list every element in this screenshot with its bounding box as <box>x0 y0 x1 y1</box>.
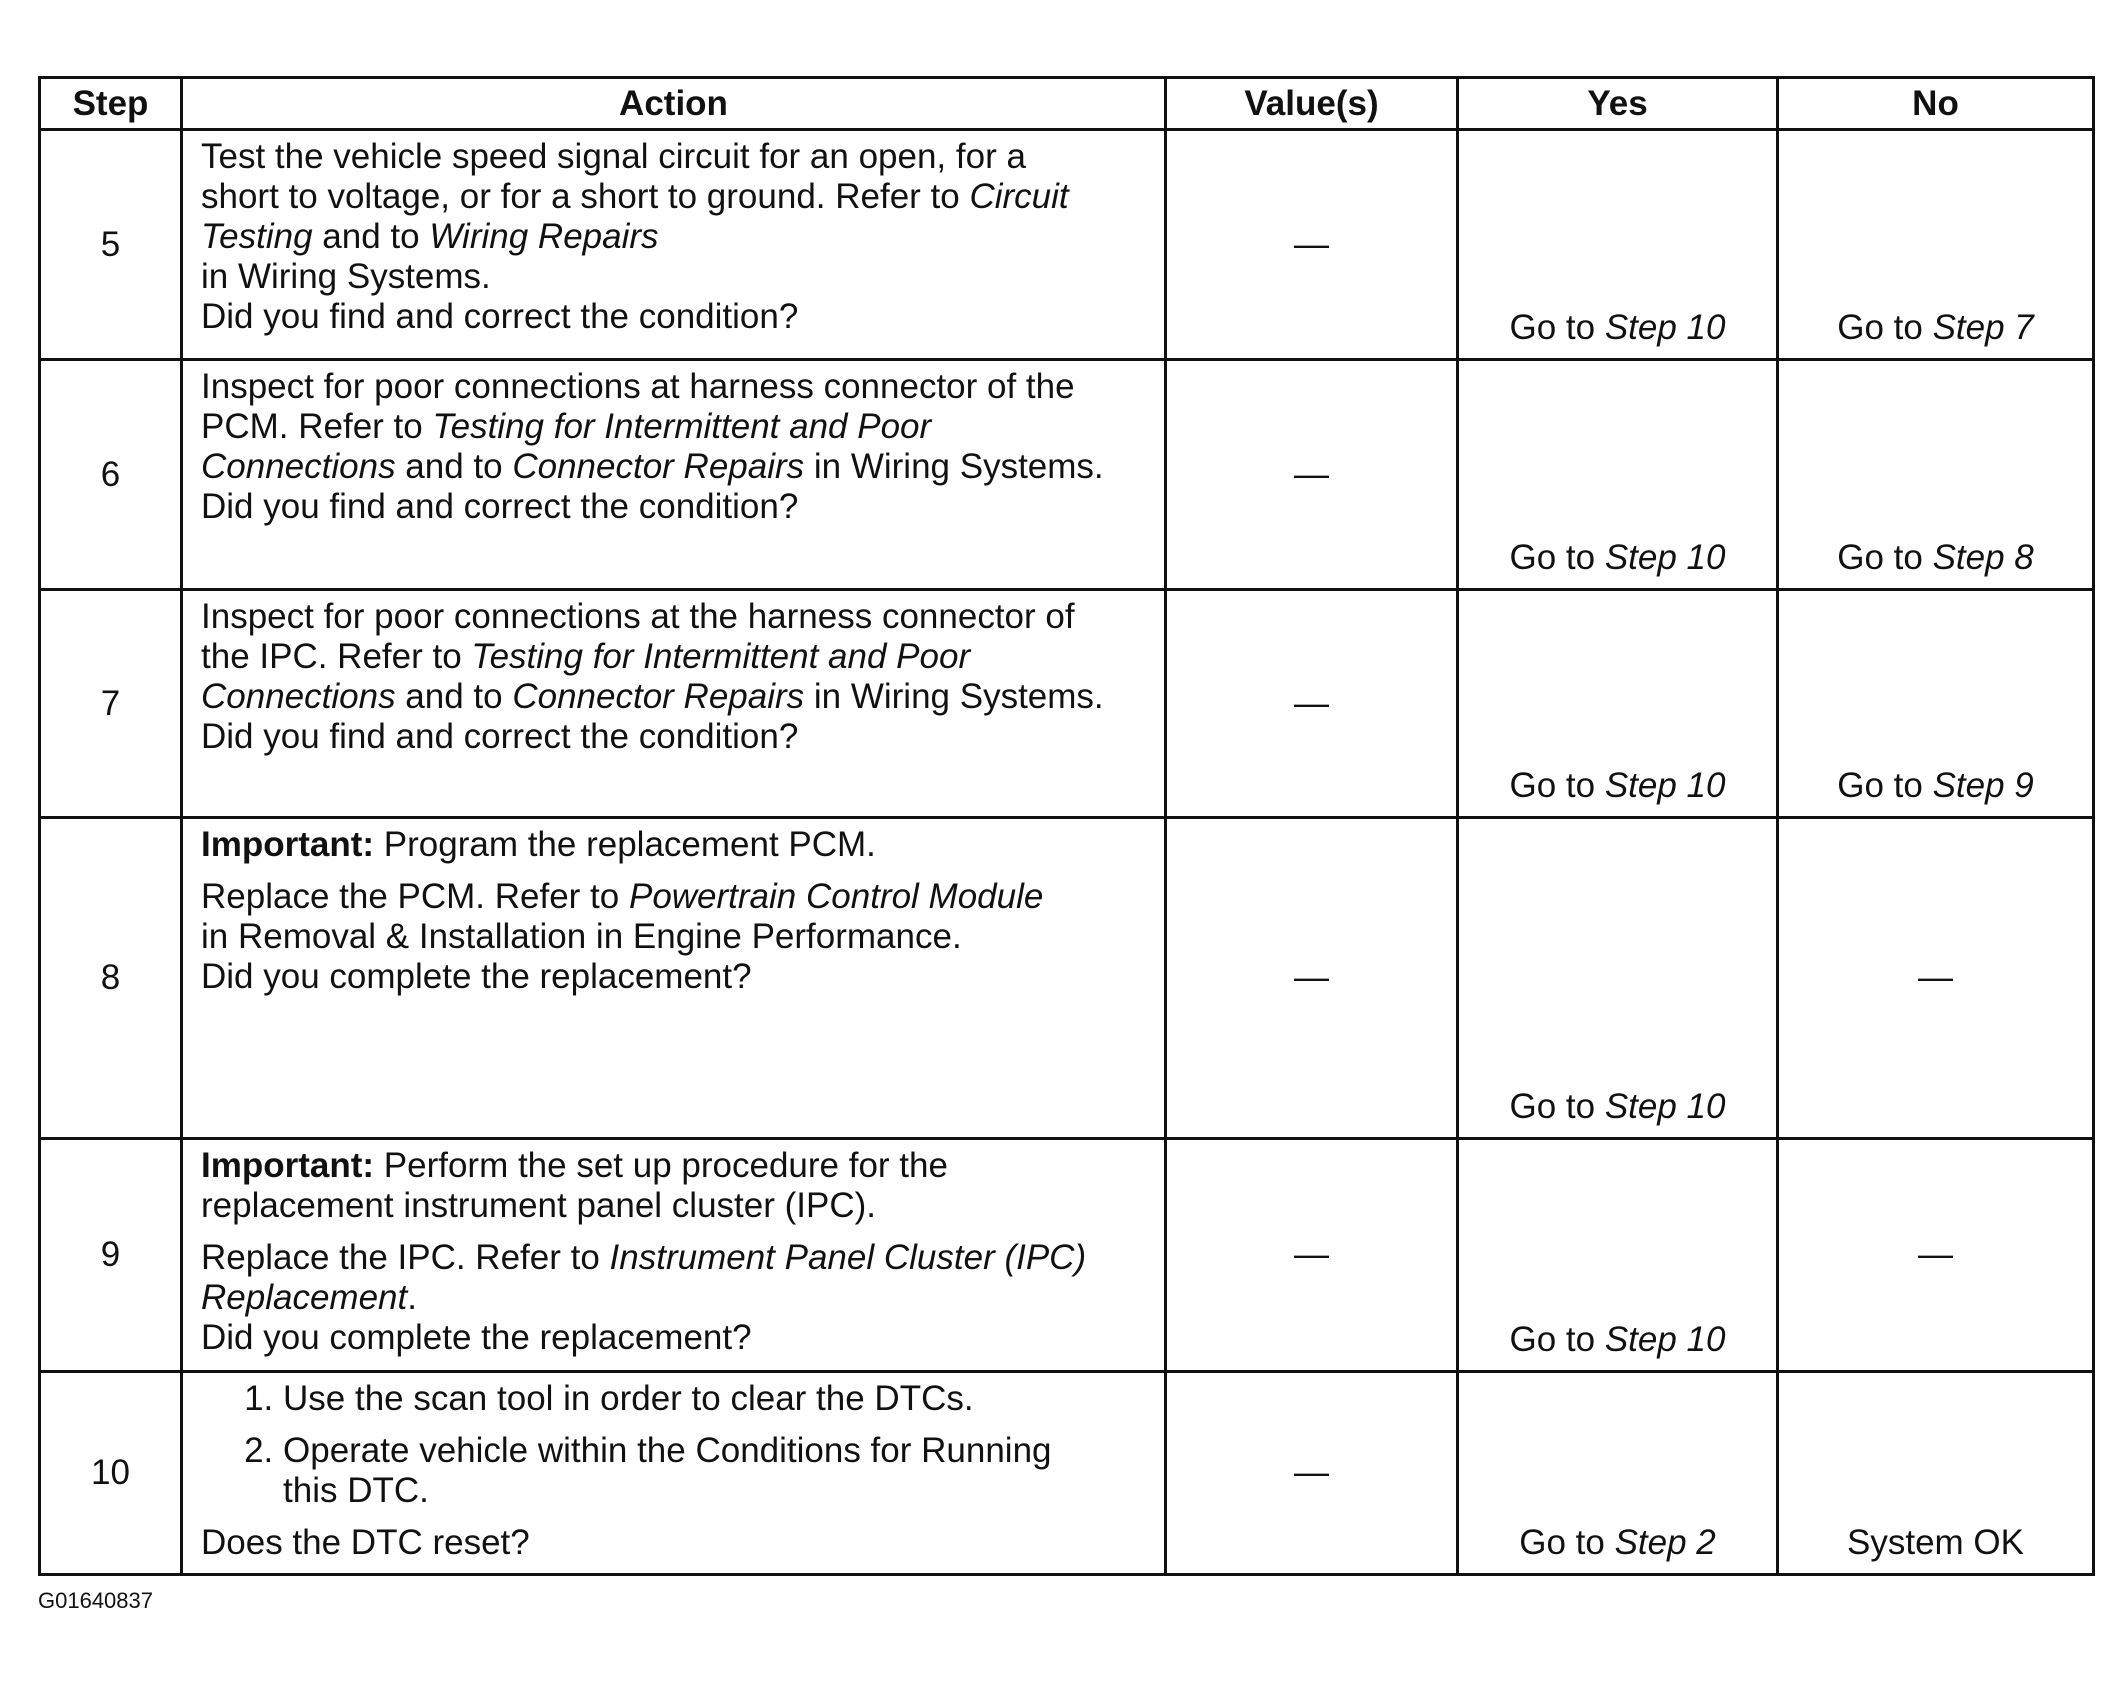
table-row-step-5 <box>40 130 2094 360</box>
value-cell: — <box>1166 1372 1458 1575</box>
action-question: Did you find and correct the condition? <box>201 487 799 526</box>
no-cell: Go to Step 7 <box>1778 130 2094 360</box>
table-row-step-6 <box>40 360 2094 590</box>
important-label: Important: <box>201 825 375 864</box>
yes-cell: Go to Step 10 <box>1458 818 1778 1139</box>
value-cell: — <box>1166 360 1458 590</box>
list-item: 2. Operate vehicle within the Conditions for Running this DTC. <box>283 1431 1150 1511</box>
list-item: 1. Use the scan tool in order to clear the DTCs. <box>283 1379 1150 1419</box>
figure-code: G01640837 <box>38 1588 153 1613</box>
action-cell <box>182 590 1166 818</box>
table-row-step-10 <box>40 1372 2094 1575</box>
no-cell: Go to Step 9 <box>1778 590 2094 818</box>
action-cell <box>182 360 1166 590</box>
action-question: Did you find and correct the condition? <box>201 717 799 756</box>
header-values: Value(s) <box>1166 78 1458 130</box>
no-cell: Go to Step 8 <box>1778 360 2094 590</box>
header-yes: Yes <box>1458 78 1778 130</box>
header-action: Action <box>182 78 1166 130</box>
yes-cell: Go to Step 2 <box>1458 1372 1778 1575</box>
yes-cell: Go to Step 10 <box>1458 590 1778 818</box>
step-number: 7 <box>40 590 182 818</box>
action-list <box>201 1379 1150 1523</box>
no-cell: System OK <box>1778 1372 2094 1575</box>
header-step: Step <box>40 78 182 130</box>
action-question: Did you complete the replacement? <box>201 957 752 996</box>
table-row-step-7 <box>40 590 2094 818</box>
table-row-step-8 <box>40 818 2094 1139</box>
action-text: Test the vehicle speed signal circuit for an open, for a short to voltage, or for a short to ground. Refer to Circuit Testing and to Wiring Repairs in Wiring Systems. <box>201 137 1069 296</box>
value-cell: — <box>1166 590 1458 818</box>
action-cell <box>182 1372 1166 1575</box>
step-number: 9 <box>40 1139 182 1372</box>
diagnostic-table-sheet <box>38 76 2092 1576</box>
header-no: No <box>1778 78 2094 130</box>
action-cell <box>182 130 1166 360</box>
action-cell <box>182 818 1166 1139</box>
step-number: 10 <box>40 1372 182 1575</box>
action-text: Inspect for poor connections at the harness connector of the IPC. Refer to Testing for Intermittent and Poor Connections and to Connector Repairs in Wiring Systems. <box>201 597 1104 716</box>
value-cell: — <box>1166 130 1458 360</box>
step-number: 8 <box>40 818 182 1139</box>
action-question: Did you find and correct the condition? <box>201 297 799 336</box>
action-text: Replace the PCM. Refer to Powertrain Control Module in Removal & Installation in Engine Performance. <box>201 877 1044 956</box>
value-cell: — <box>1166 818 1458 1139</box>
no-cell: — <box>1778 1139 2094 1372</box>
no-cell: — <box>1778 818 2094 1139</box>
important-note: Important: Program the replacement PCM. <box>201 825 876 864</box>
important-note: Important: Perform the set up procedure for the replacement instrument panel cluster (IPC). <box>201 1146 948 1225</box>
important-label: Important: <box>201 1146 375 1185</box>
yes-cell: Go to Step 10 <box>1458 1139 1778 1372</box>
diagnostic-table <box>38 76 2095 1576</box>
action-question: Does the DTC reset? <box>201 1523 530 1562</box>
value-cell: — <box>1166 1139 1458 1372</box>
table-row-step-9 <box>40 1139 2094 1372</box>
header-row <box>40 78 2094 130</box>
action-text: Replace the IPC. Refer to Instrument Panel Cluster (IPC) Replacement. <box>201 1238 1087 1317</box>
step-number: 5 <box>40 130 182 360</box>
action-question: Did you complete the replacement? <box>201 1318 752 1357</box>
action-text: Inspect for poor connections at harness connector of the PCM. Refer to Testing for Intermittent and Poor Connections and to Connector Repairs in Wiring Systems. <box>201 367 1104 486</box>
step-number: 6 <box>40 360 182 590</box>
action-cell <box>182 1139 1166 1372</box>
yes-cell: Go to Step 10 <box>1458 360 1778 590</box>
yes-cell: Go to Step 10 <box>1458 130 1778 360</box>
